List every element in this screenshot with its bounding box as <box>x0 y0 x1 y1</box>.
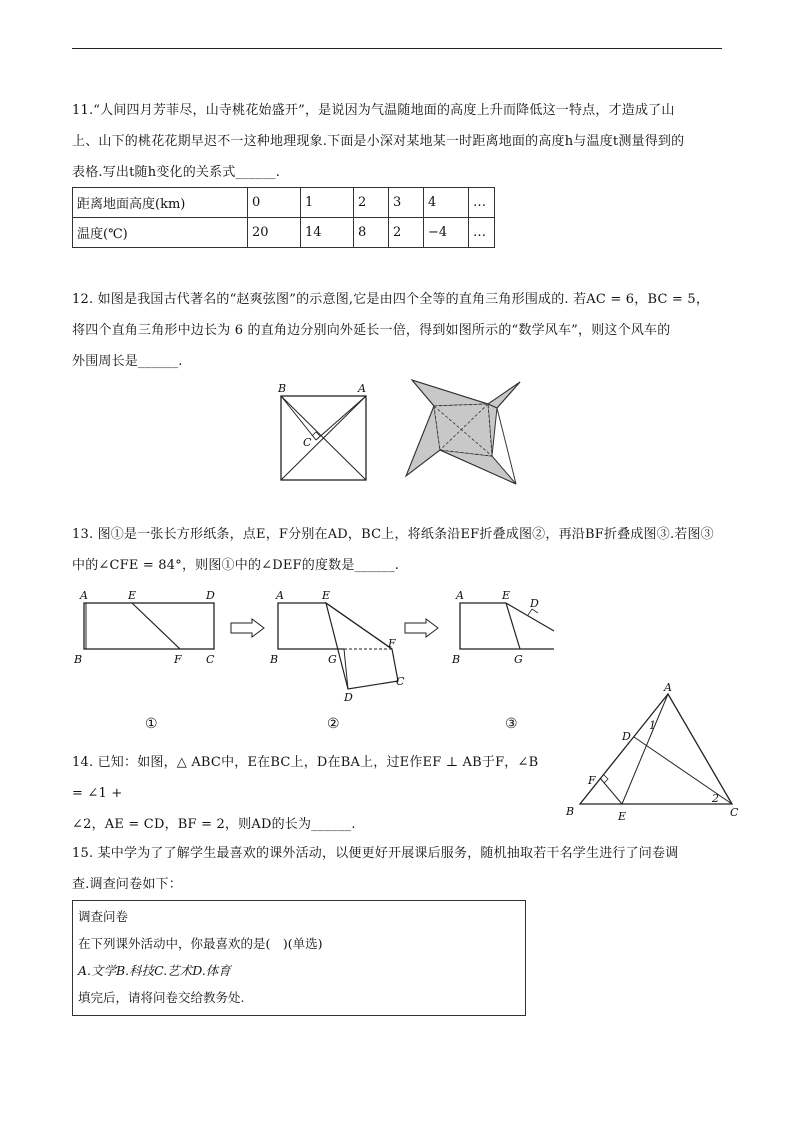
fig3-label-A: A <box>456 589 464 602</box>
table-cell: 8 <box>354 218 389 248</box>
fold-figure-2 <box>268 585 418 710</box>
q11-line3: 表格.写出t随h变化的关系式______. <box>72 165 281 180</box>
q11-line1: 11.“人间四月芳菲尽，山寺桃花始盛开”，是说因为气温随地面的高度上升而降低这一特点，才造成了山 <box>72 103 675 118</box>
q13-line2: 中的∠CFE = 84°，则图①中的∠DEF的度数是______. <box>72 558 400 573</box>
question-14 <box>72 747 542 840</box>
fold-figure-3 <box>450 585 560 670</box>
table-cell: 距离地面高度(km) <box>73 188 248 218</box>
table-cell: 温度(℃) <box>73 218 248 248</box>
q12-line3: 外围周长是______. <box>72 354 183 369</box>
question-13 <box>72 519 722 581</box>
table-cell: 20 <box>248 218 301 248</box>
fig2-label-A: A <box>276 589 284 602</box>
table-row <box>73 218 495 248</box>
fig1-label-B: B <box>74 653 83 666</box>
tri-label-C: C <box>730 806 739 819</box>
survey-note: 填完后，请将问卷交给教务处. <box>78 990 245 1005</box>
table-cell: 4 <box>424 188 469 218</box>
fig3-label-D: D <box>530 597 539 610</box>
fig3-label-G: G <box>514 653 523 666</box>
q15-line1: 15. 某中学为了了解学生最喜欢的课外活动，以便更好开展课后服务，随机抽取若干名学生进行了问卷调 <box>72 846 679 861</box>
q15-line2: 查.调查问卷如下： <box>72 877 182 892</box>
arrow-1 <box>230 618 266 638</box>
tri-label-F: F <box>588 774 596 787</box>
fig3-label-B: B <box>452 653 461 666</box>
fig2-label-G: G <box>328 653 337 666</box>
tri-label-2: 2 <box>712 792 719 805</box>
tri-label-A: A <box>664 682 672 694</box>
table-cell: −4 <box>424 218 469 248</box>
fig3-label-E: E <box>502 589 511 602</box>
fig1-label-F: F <box>174 653 182 666</box>
q11-table <box>72 187 495 248</box>
q14-line1: 14. 已知：如图，△ ABC中，E在BC上，D在BA上，过E作EF ⊥ AB于F，∠B = ∠1 + <box>72 755 539 801</box>
table-cell: 2 <box>354 188 389 218</box>
header-rule <box>72 48 722 49</box>
zhaoshuang-figure <box>276 378 372 484</box>
label-C: C <box>303 436 312 449</box>
q13-line1: 13. 图①是一张长方形纸条，点E，F分别在AD，BC上，将纸条沿EF折叠成图②，再沿BF折叠成图③.若图③ <box>72 527 714 542</box>
tri-label-D: D <box>622 730 631 743</box>
question-15 <box>72 838 722 900</box>
survey-title: 调查问卷 <box>78 909 129 924</box>
triangle-figure <box>560 682 750 824</box>
table-cell: … <box>469 218 495 248</box>
q12-line1: 12. 如图是我国古代著名的“赵爽弦图”的示意图,它是由四个全等的直角三角形围成的. 若AC = 6，BC = 5， <box>72 292 710 307</box>
label-B: B <box>278 382 287 395</box>
fig2-label-D: D <box>344 691 353 704</box>
q14-line2: ∠2，AE = CD，BF = 2，则AD的长为______. <box>72 817 356 832</box>
table-cell: 1 <box>301 188 354 218</box>
fig1-label-E: E <box>128 589 137 602</box>
survey-question: 在下列课外活动中，你最喜欢的是( )(单选) <box>78 936 323 951</box>
fig1-label-A: A <box>80 589 88 602</box>
windmill-figure <box>404 376 522 492</box>
survey-box <box>72 900 526 1016</box>
tri-label-E: E <box>618 810 627 823</box>
table-cell: 2 <box>389 218 424 248</box>
table-cell: 3 <box>389 188 424 218</box>
fig2-label-E: E <box>322 589 331 602</box>
table-cell: 0 <box>248 188 301 218</box>
tri-label-1: 1 <box>649 719 656 732</box>
caption-3: ③ <box>505 716 518 732</box>
q11-line2: 上、山下的桃花花期早迟不一这种地理现象.下面是小深对某地某一时距离地面的高度h与温度t测量得到的 <box>72 134 685 149</box>
table-row <box>73 188 495 218</box>
question-12 <box>72 284 722 377</box>
arrow-2 <box>404 618 440 638</box>
fig2-label-C: C <box>396 675 405 688</box>
table-cell: … <box>469 188 495 218</box>
fig1-label-D: D <box>206 589 215 602</box>
caption-1: ① <box>145 716 158 732</box>
fig2-label-F: F <box>388 637 396 650</box>
table-cell: 14 <box>301 218 354 248</box>
label-A: A <box>358 382 366 395</box>
caption-2: ② <box>327 716 340 732</box>
question-11 <box>72 95 722 188</box>
survey-options: A.文学B.科技C.艺术D.体育 <box>78 963 231 978</box>
fold-figure-1 <box>72 585 222 670</box>
fig2-label-B: B <box>270 653 279 666</box>
tri-label-B: B <box>566 805 575 818</box>
q12-line2: 将四个直角三角形中边长为 6 的直角边分别向外延长一倍，得到如图所示的“数学风车”，则这个风车的 <box>72 323 671 338</box>
fig1-label-C: C <box>206 653 215 666</box>
